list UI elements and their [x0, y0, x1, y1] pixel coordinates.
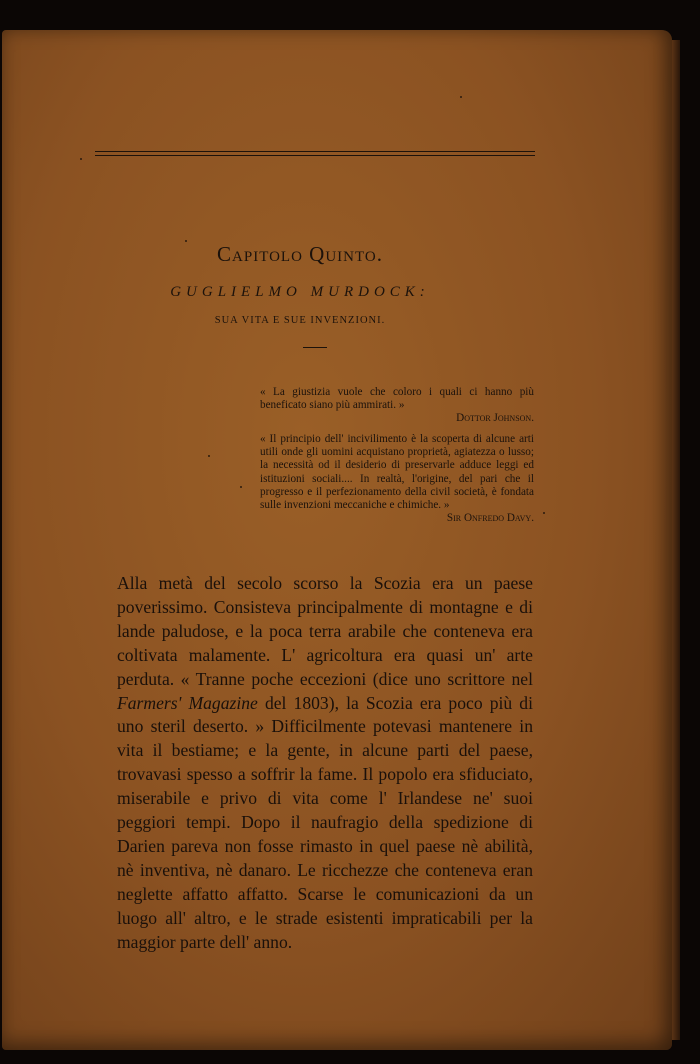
epigraph-text: « Il principio dell' incivilimento è la scoperta di alcune arti utili onde gli uomini acquistano proprietà, agiatezza o lusso; la necessità od il desiderio di preservarle adduce leggi ed istituzioni sociali.... In realtà, l'origine, del pari che il progresso e il perfezionamento della civil società, è fondata sulle invenzioni meccaniche e chimiche. » [260, 433, 534, 512]
epigraph-attribution: Dottor Johnson. [456, 412, 534, 425]
magazine-title: Farmers' Magazine [117, 692, 258, 713]
chapter-subheading: SUA VITA E SUE INVENZIONI. [214, 315, 386, 326]
epigraph-1 [260, 386, 534, 426]
chapter-subject: GUGLIELMO MURDOCK: [170, 284, 430, 300]
speck [460, 96, 462, 98]
header-rule-bottom [95, 155, 535, 156]
body-paragraph [117, 572, 533, 955]
body-text-part: Alla metà del secolo scorso la Scozia era un paese poverissimo. Consisteva principalmente di montagne e di lande paludose, e la poca terra arabile che conteneva era coltivata malamente. L' agricoltura era quasi un' arte perduta. « Tranne poche eccezioni (dice uno scrittore nel [117, 573, 533, 689]
speck [543, 512, 545, 514]
page-edge [672, 40, 680, 1040]
speck [208, 455, 210, 457]
speck [80, 158, 82, 160]
speck [240, 486, 242, 488]
header-rule-top [95, 151, 535, 152]
epigraph-attribution: Sir Onfredo Davy. [446, 512, 534, 525]
body-text-part: del 1803), la Scozia era poco più di uno steril deserto. » Difficilmente potevasi mantenere in vita il bestiame; e la gente, in alcune parti del paese, trovavasi spesso a soffrir la fame. Il popolo era sfiduciato, miserabile e privo di vita come l' Irlandese ne' suoi peggiori tempi. Dopo il naufragio della spedizione di Darien pareva non fosse rimasto in quel paese nè abilità, nè inventiva, nè danaro. Le ricchezze che conteneva eran neglette affatto affatto. Scarse le comunicazioni da un luogo all' altro, e le strade esistenti impraticabili per la maggior parte dell' anno. [117, 692, 533, 952]
epigraph-text: « La giustizia vuole che coloro i quali ci hanno più beneficato siano più ammirati. » [260, 386, 534, 412]
section-divider [303, 347, 327, 348]
speck [185, 240, 187, 242]
chapter-title: Capitolo Quinto. [217, 242, 383, 266]
epigraph-2 [260, 433, 534, 525]
